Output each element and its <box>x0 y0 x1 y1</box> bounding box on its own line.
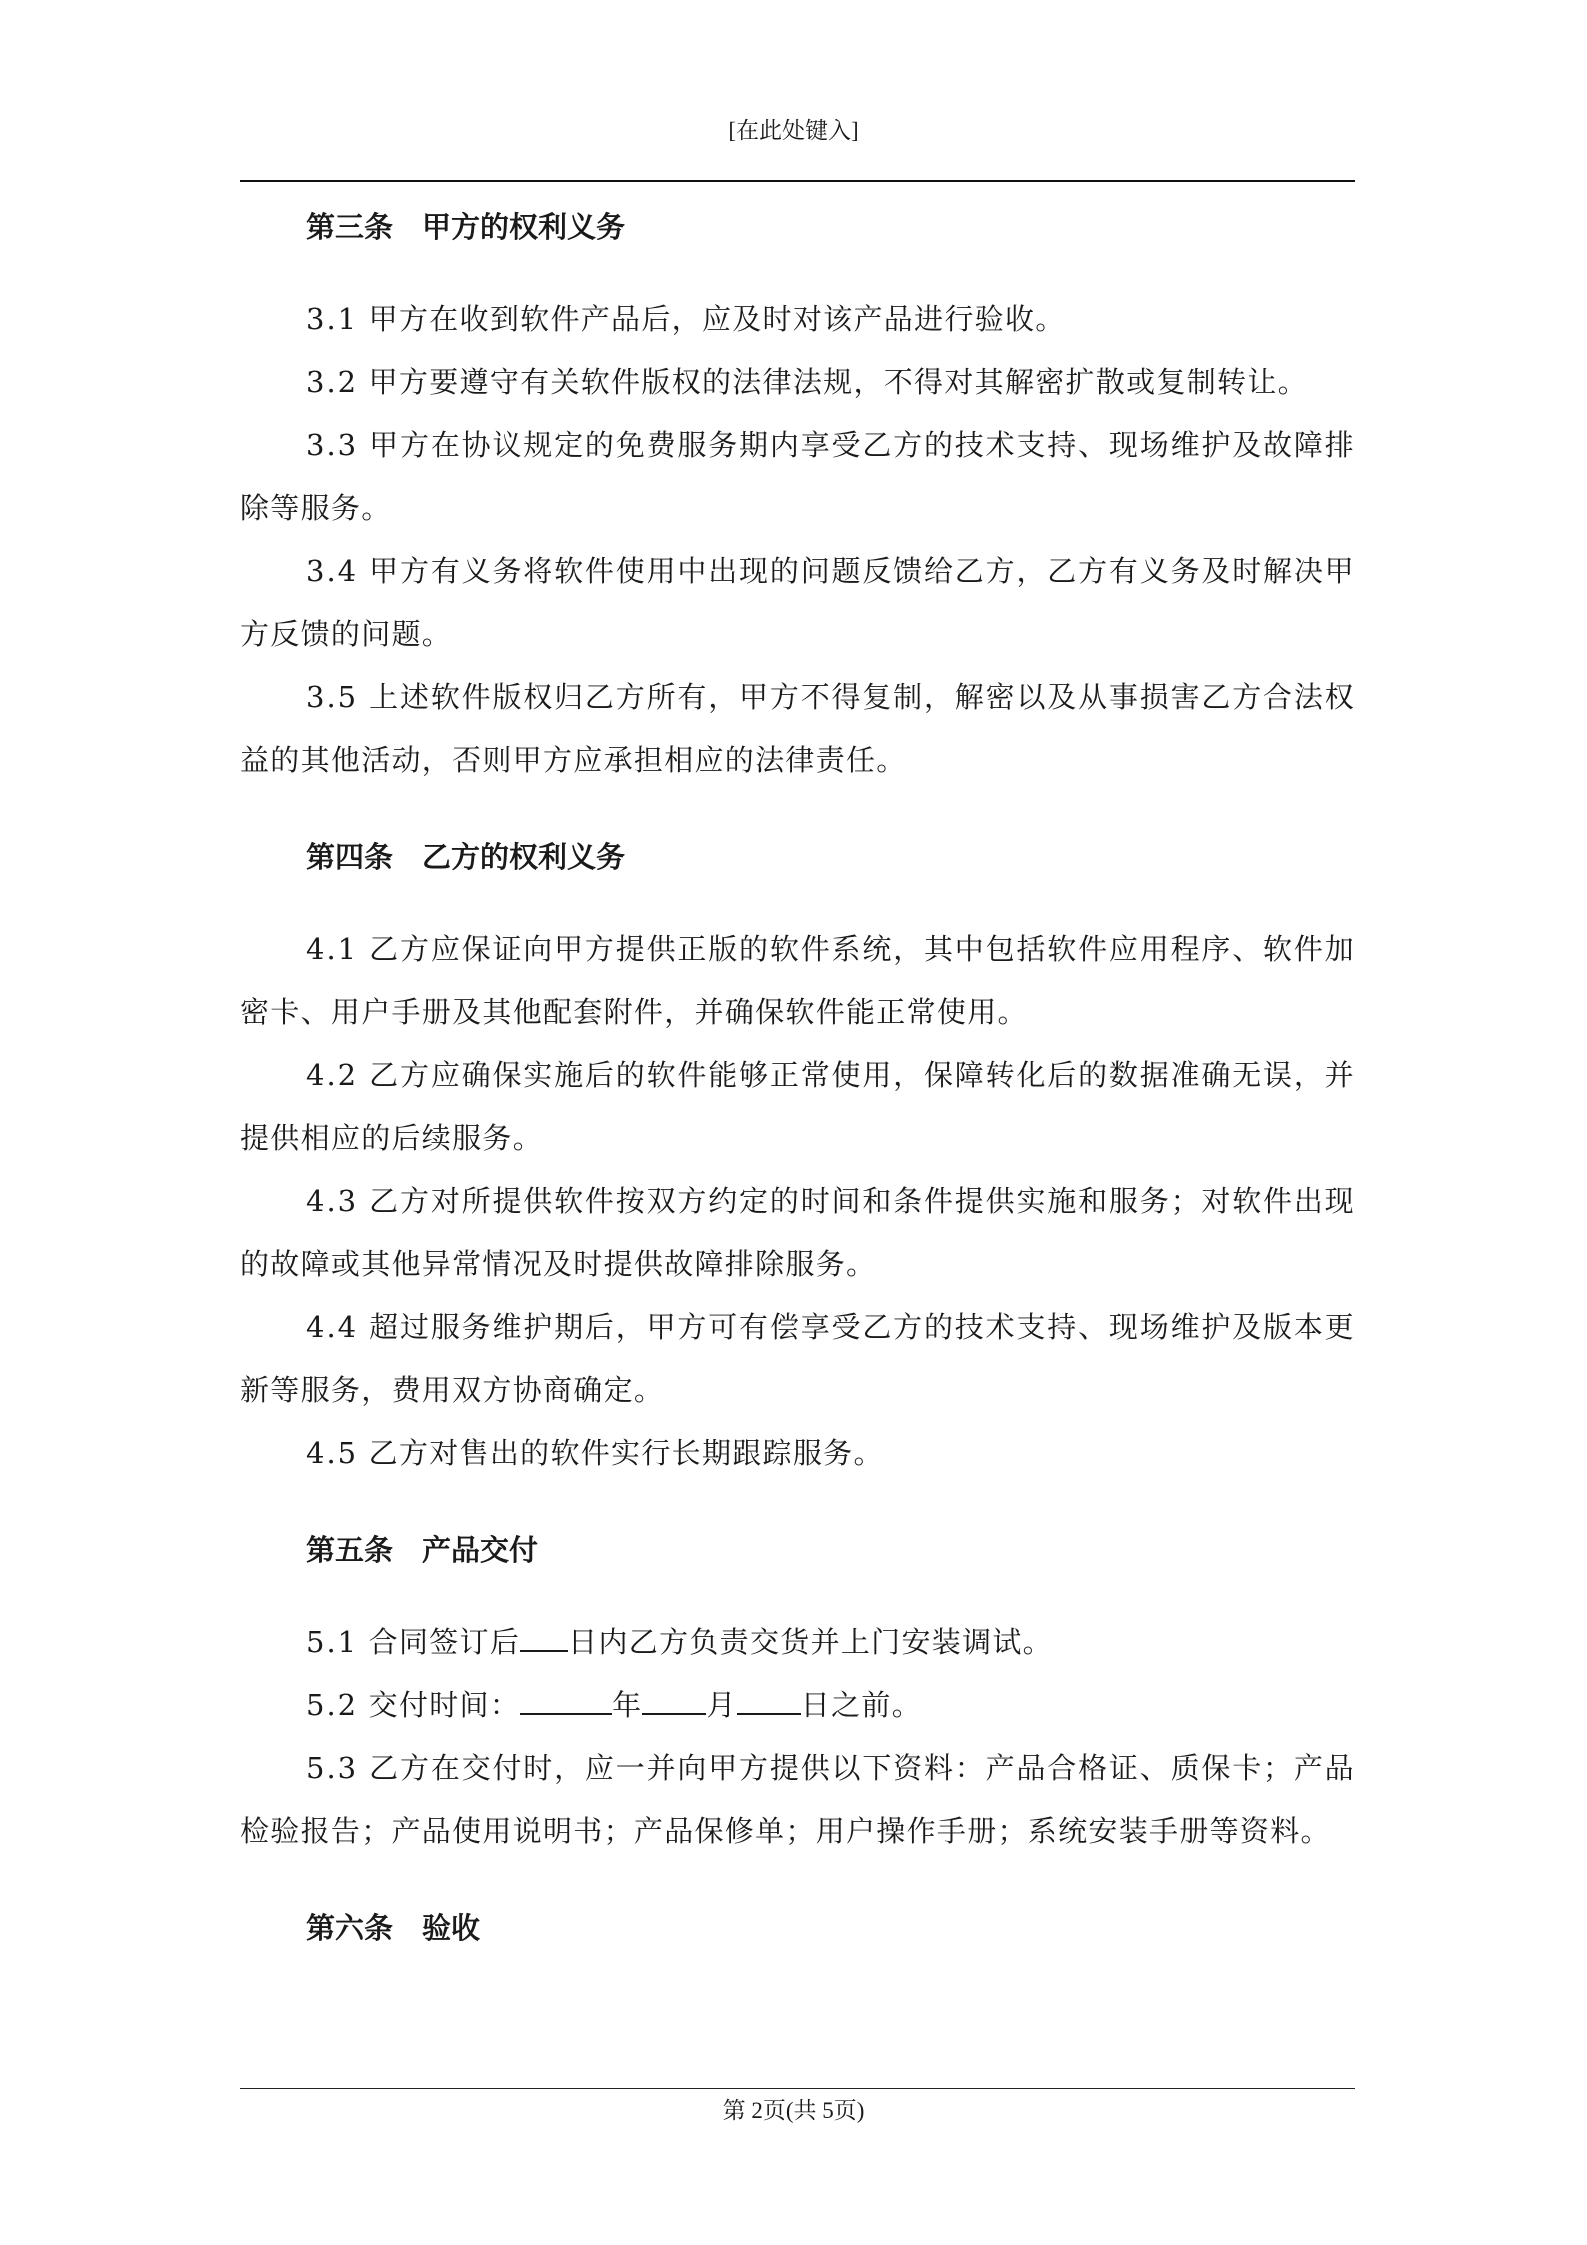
clause-3-2: 3.2 甲方要遵守有关软件版权的法律法规，不得对其解密扩散或复制转让。 <box>306 365 1308 399</box>
header-rule <box>240 180 1355 182</box>
section-heading-3: 第三条 甲方的权利义务 <box>306 210 626 244</box>
section-heading-6: 第六条 验收 <box>306 1911 481 1945</box>
clause-3-4: 3.4 甲方有义务将软件使用中出现的问题反馈给乙方，乙方有义务及时解决甲方反馈的问题。 <box>240 554 1355 651</box>
clause-4-1: 4.1 乙方应保证向甲方提供正版的软件系统，其中包括软件应用程序、软件加密卡、用户手册及其他配套附件，并确保软件能正常使用。 <box>240 932 1355 1029</box>
clause-5-1: 5.1 合同签订后 日内乙方负责交货并上门安装调试。 <box>306 1625 1053 1659</box>
page-footer: 第 2页(共 5页) <box>722 2098 865 2123</box>
footer-rule <box>240 2088 1355 2089</box>
blank-days-field[interactable] <box>520 1624 568 1652</box>
clause-3-5: 3.5 上述软件版权归乙方所有，甲方不得复制，解密以及从事损害乙方合法权益的其他活动，否则甲方应承担相应的法律责任。 <box>240 680 1355 777</box>
clause-3-3: 3.3 甲方在协议规定的免费服务期内享受乙方的技术支持、现场维护及故障排除等服务。 <box>240 428 1355 525</box>
document-body <box>240 196 1355 1959</box>
clause-3-1: 3.1 甲方在收到软件产品后，应及时对该产品进行验收。 <box>306 302 1066 336</box>
blank-year-field[interactable] <box>520 1687 612 1715</box>
section-heading-4: 第四条 乙方的权利义务 <box>306 840 626 874</box>
clause-5-2: 5.2 交付时间： 年 月 日之前。 <box>306 1688 922 1722</box>
section-heading-5: 第五条 产品交付 <box>306 1533 539 1567</box>
clause-5-3: 5.3 乙方在交付时，应一并向甲方提供以下资料：产品合格证、质保卡；产品检验报告；产品使用说明书；产品保修单；用户操作手册；系统安装手册等资料。 <box>240 1751 1355 1848</box>
page-header: [在此处键入] <box>728 118 859 143</box>
blank-day-field[interactable] <box>737 1687 801 1715</box>
clause-4-3: 4.3 乙方对所提供软件按双方约定的时间和条件提供实施和服务；对软件出现的故障或其他异常情况及时提供故障排除服务。 <box>240 1184 1355 1281</box>
blank-month-field[interactable] <box>642 1687 706 1715</box>
clause-4-5: 4.5 乙方对售出的软件实行长期跟踪服务。 <box>306 1436 884 1470</box>
clause-4-4: 4.4 超过服务维护期后，甲方可有偿享受乙方的技术支持、现场维护及版本更新等服务，费用双方协商确定。 <box>240 1310 1355 1407</box>
clause-4-2: 4.2 乙方应确保实施后的软件能够正常使用，保障转化后的数据准确无误，并提供相应的后续服务。 <box>240 1058 1355 1155</box>
